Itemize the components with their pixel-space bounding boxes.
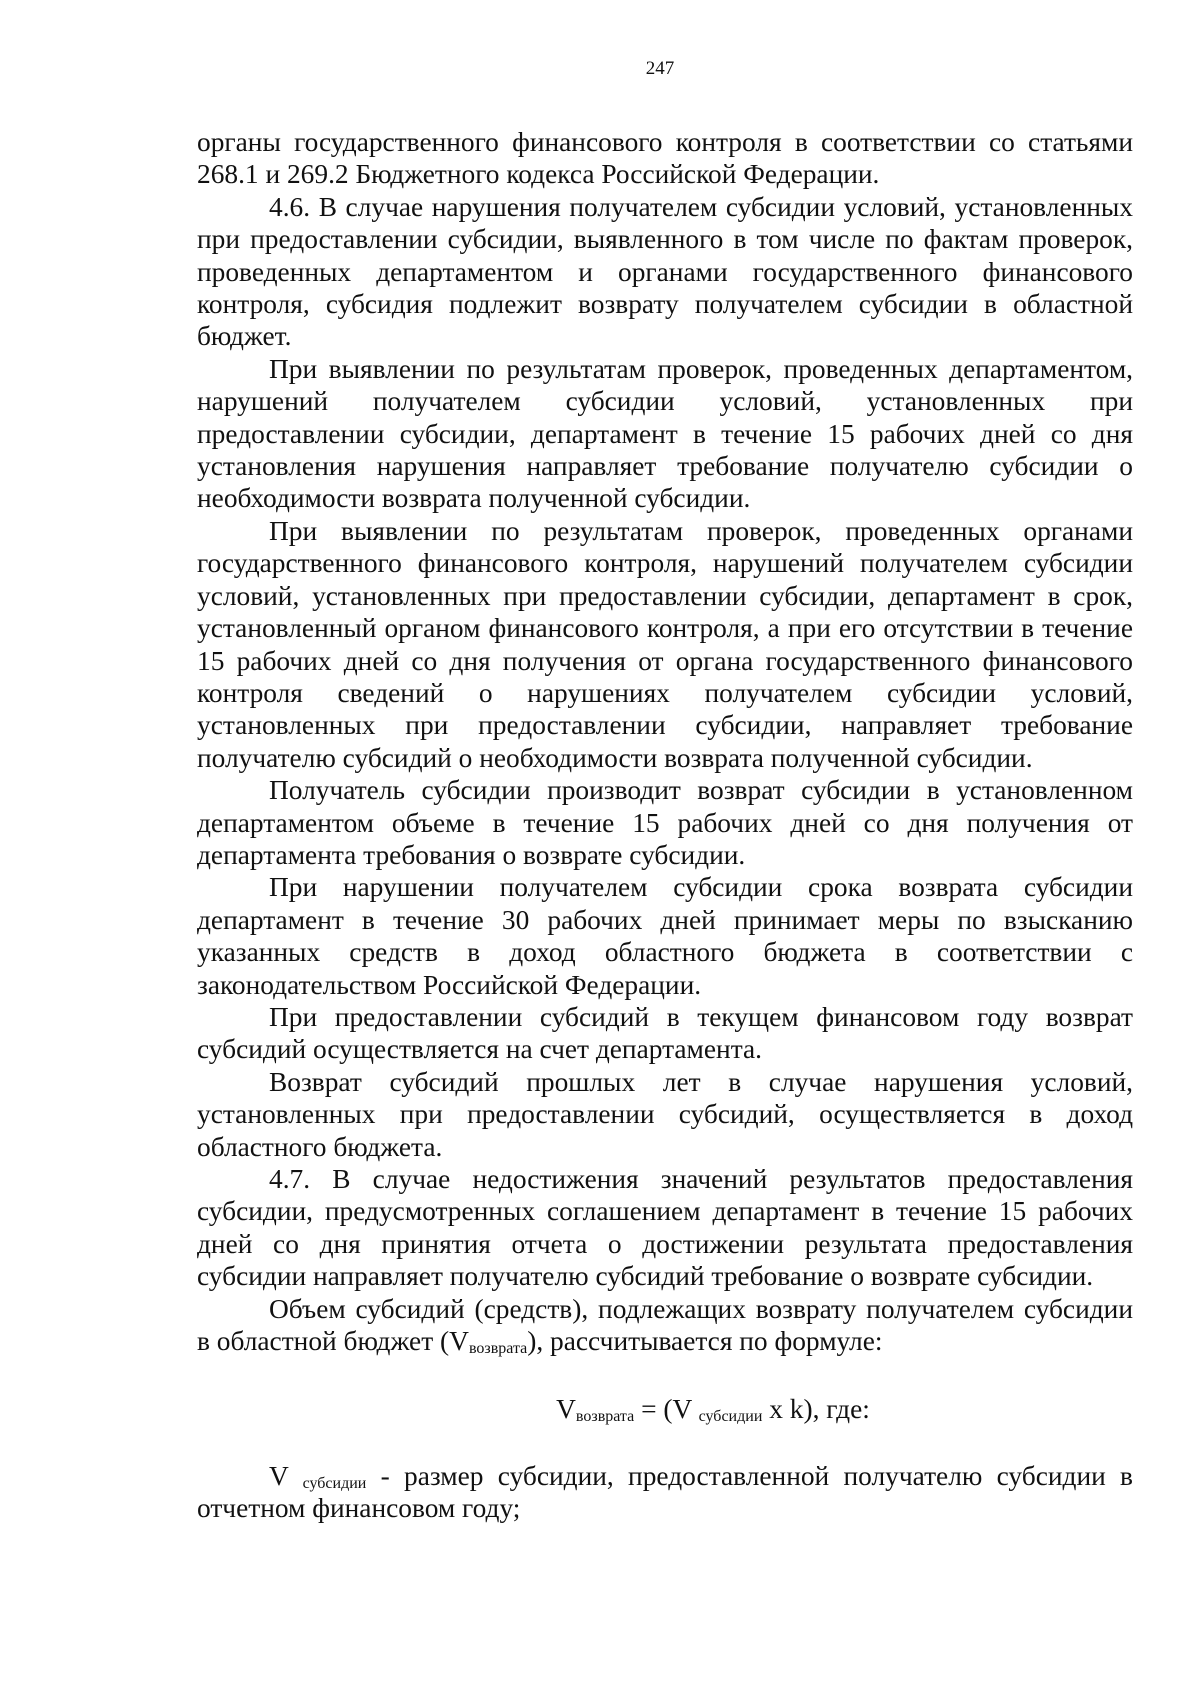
definition-v-subsidy: V $_{субсидии}$ - размер субсидии, предоставленной получателю субсидии в отчетном финансовом году;	[197, 1460, 1133, 1524]
paragraph-financial-control-violations: При выявлении по результатам проверок, проведенных органами государственного финансового контроля, нарушений получателем субсидии условий, установленных при предоставлении субсидии, департамент в срок, установленный органом финансового контроля, а при его отсутствии в течение 15 рабочих дней со дня получения от органа государственного финансового контроля сведений о нарушениях получателем субсидии условий, установленных при предоставлении субсидии, направляет требование получателю субсидий о необходимости возврата полученной субсидии.	[197, 515, 1133, 773]
paragraph-continuation: органы государственного финансового контроля в соответствии со статьями 268.1 и 269.2 Бюджетного кодекса Российской Федерации.	[197, 127, 1133, 190]
volume-text-before: Объем субсидий (средств), подлежащих возврату получателем субсидии в областной бюджет (	[197, 1293, 1133, 1357]
page-number: 247	[645, 58, 675, 79]
document-body	[197, 126, 1133, 1525]
paragraph-past-years-refund: Возврат субсидий прошлых лет в случае нарушения условий, установленных при предоставлении субсидий, осуществляется в доход областного бюджета.	[197, 1066, 1133, 1162]
volume-text-after: ), рассчитывается по формуле:	[527, 1326, 883, 1357]
paragraph-recipient-refund: Получатель субсидии производит возврат субсидии в установленном департаментом объеме в течение 15 рабочих дней со дня получения от департамента требования о возврате субсидии.	[197, 775, 1133, 870]
paragraph-refund-deadline-breach: При нарушении получателем субсидии срока возврата субсидии департамент в течение 30 рабочих дней принимает меры по взысканию указанных средств в доход областного бюджета в соответствии с законодательством Российской Федерации.	[197, 872, 1133, 1000]
refund-formula: $V_{возврата} = (V$ $_{субсидии}$ x k), где:	[556, 1394, 870, 1426]
volume-variable: $V_{возврата}$	[449, 1326, 528, 1358]
paragraph-current-year-refund: При предоставлении субсидий в текущем финансовом году возврат субсидий осуществляется на счет департамента.	[197, 1001, 1133, 1065]
paragraph-volume	[197, 1293, 1133, 1358]
paragraph-department-violations: При выявлении по результатам проверок, проведенных департаментом, нарушений получателем субсидии условий, установленных при предоставлении субсидии, департамент в течение 15 рабочих дней со дня установления нарушения направляет требование получателю субсидии о необходимости возврата полученной субсидии.	[197, 353, 1133, 514]
paragraph-4-7: 4.7. В случае недостижения значений результатов предоставления субсидии, предусмотренных соглашением департамент в течение 15 рабочих дней со дня принятия отчета о достижении результата предоставления субсидии направляет получателю субсидий требование о возврате субсидии.	[197, 1164, 1133, 1292]
paragraph-4-6: 4.6. В случае нарушения получателем субсидии условий, установленных при предоставлении субсидии, выявленного в том числе по фактам проверок, проведенных департаментом и органами государственного финансового контроля, субсидия подлежит возврату получателем субсидии в областной бюджет.	[197, 191, 1133, 352]
